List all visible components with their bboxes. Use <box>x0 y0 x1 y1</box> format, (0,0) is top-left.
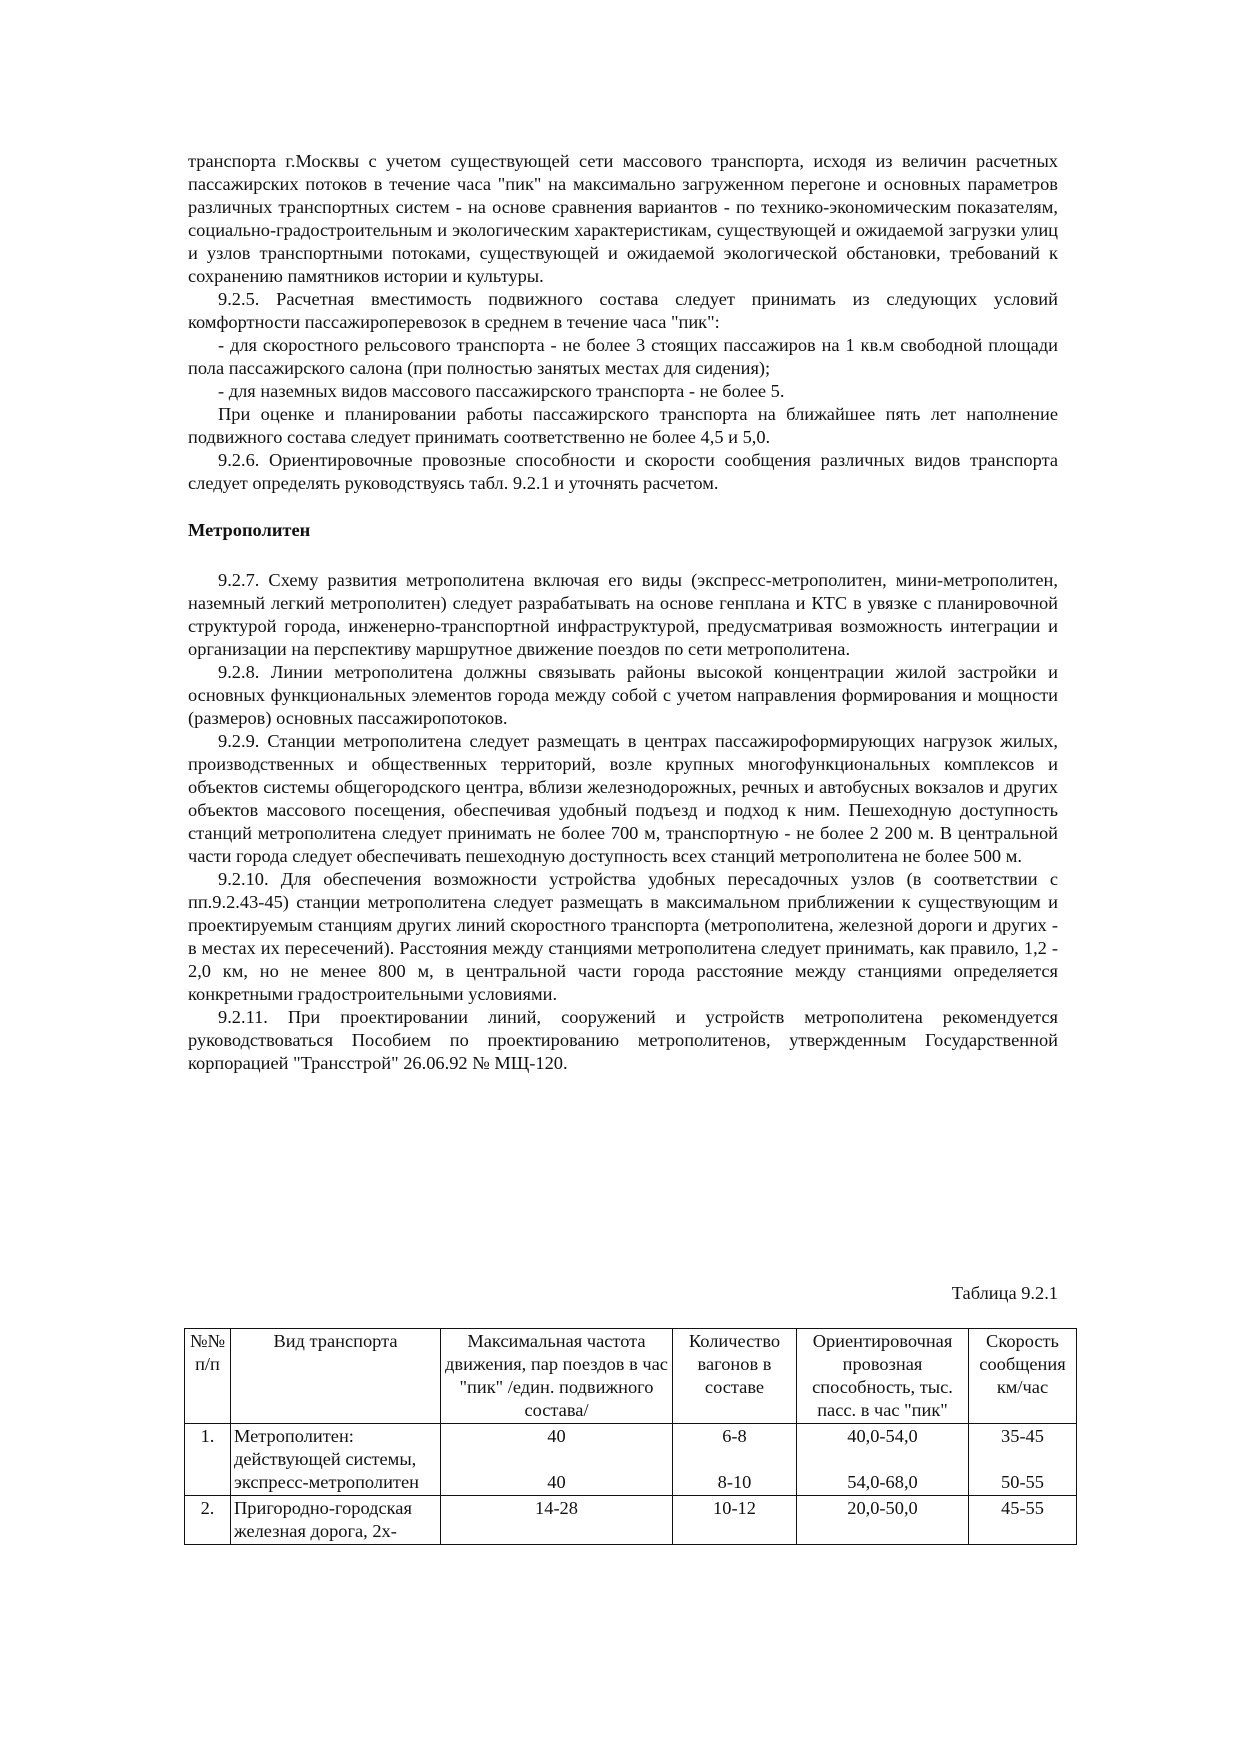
row-capacity <box>797 1424 969 1496</box>
row-frequency <box>441 1424 673 1496</box>
document-body <box>188 150 1058 1075</box>
paragraph-9-2-10: 9.2.10. Для обеспечения возможности устройства удобных пересадочных узлов (в соответствии с пп.9.2.43-45) станции метрополитена следует размещать в максимальном приближении к существующим и проектируемым станциям других линий скоростного транспорта (метрополитена, железной дороги и других - в местах их пересечений). Расстояния между станциями метрополитена следует принимать, как правило, 1,2 - 2,0 км, но не менее 800 м, в центральной части города расстояние между станциями определяется конкретными градостроительными условиями. <box>188 869 1058 1004</box>
capacity-b: 54,0-68,0 <box>847 1472 918 1492</box>
speed-b: 50-55 <box>1001 1472 1044 1492</box>
row-speed <box>969 1424 1077 1496</box>
paragraph-9-2-7: 9.2.7. Схему развития метрополитена включая его виды (экспресс-метрополитен, мини-метрополитен, наземный легкий метрополитен) следует разрабатывать на основе генплана и КТС в увязке с планировочной структурой города, инженерно-транспортной инфраструктурой, предусматривая возможность интеграции и организации на перспективу маршрутное движение поездов по сети метрополитена. <box>188 570 1058 659</box>
row-num: 1. <box>185 1424 231 1496</box>
header-speed: Скорость сообщения км/час <box>969 1329 1077 1424</box>
row-frequency: 14-28 <box>441 1496 673 1545</box>
row-cars: 10-12 <box>673 1496 797 1545</box>
freq-b: 40 <box>547 1472 566 1492</box>
table-header-row <box>185 1329 1077 1424</box>
table-row <box>185 1424 1077 1496</box>
header-capacity: Ориентировочная провозная способность, тыс. пасс. в час "пик" <box>797 1329 969 1424</box>
row-capacity: 20,0-50,0 <box>797 1496 969 1545</box>
paragraph-9-2-6: 9.2.6. Ориентировочные провозные способности и скорости сообщения различных видов транспорта следует определять руководствуясь табл. 9.2.1 и уточнять расчетом. <box>188 450 1058 493</box>
row-name-c: экспресс-метрополитен <box>234 1472 419 1492</box>
capacity-a: 40,0-54,0 <box>847 1426 918 1446</box>
cars-a: 6-8 <box>722 1426 747 1446</box>
table-caption: Таблица 9.2.1 <box>951 1283 1058 1303</box>
speed-a: 35-45 <box>1001 1426 1044 1446</box>
row-name-b: действующей системы, <box>234 1449 417 1469</box>
row-cars <box>673 1424 797 1496</box>
paragraph-9-2-9: 9.2.9. Станции метрополитена следует размещать в центрах пассажироформирующих нагрузок жилых, производственных и общественных территорий, возле крупных многофункциональных комплексов и объектов системы общегородского центра, вблизи железнодорожных, речных и автобусных вокзалов и других объектов массового посещения, обеспечивая удобный подъезд и подход к ним. Пешеходную доступность станций метрополитена следует принимать не более 700 м, транспортную - не более 2 200 м. В центральной части города следует обеспечивать пешеходную доступность всех станций метрополитена не более 500 м. <box>188 731 1058 866</box>
row-num: 2. <box>185 1496 231 1545</box>
paragraph-intro: транспорта г.Москвы с учетом существующей сети массового транспорта, исходя из величин расчетных пассажирских потоков в течение часа "пик" на максимально загруженном перегоне и основных параметров различных транспортных систем - на основе сравнения вариантов - по технико-экономическим показателям, социально-градостроительным и экологическим характеристикам, существующей и ожидаемой загрузки улиц и узлов транспортными потоками, существующей и ожидаемой экологической обстановки, требований к сохранению памятников истории и культуры. <box>188 151 1058 286</box>
header-cars: Количество вагонов в составе <box>673 1329 797 1424</box>
header-type: Вид транспорта <box>231 1329 441 1424</box>
cars-b: 8-10 <box>717 1472 752 1492</box>
row-transport-type: Пригородно-городская железная дорога, 2х- <box>231 1496 441 1545</box>
row-speed: 45-55 <box>969 1496 1077 1545</box>
section-heading-metro: Метрополитен <box>188 520 311 540</box>
transport-table <box>184 1328 1077 1545</box>
row-name-a: Метрополитен: <box>234 1426 354 1446</box>
paragraph-9-2-8: 9.2.8. Линии метрополитена должны связывать районы высокой концентрации жилой застройки и основных функциональных элементов города между собой с учетом направления формирования и мощности (размеров) основных пассажиропотоков. <box>188 662 1058 728</box>
header-num: №№ п/п <box>185 1329 231 1424</box>
freq-a: 40 <box>547 1426 566 1446</box>
row-transport-type <box>231 1424 441 1496</box>
table-row <box>185 1496 1077 1545</box>
paragraph-9-2-11: 9.2.11. При проектировании линий, сооружений и устройств метрополитена рекомендуется руководствоваться Пособием по проектированию метрополитенов, утвержденным Государственной корпорацией "Трансстрой" 26.06.92 № МЩ-120. <box>188 1007 1058 1073</box>
paragraph-planning: При оценке и планировании работы пассажирского транспорта на ближайшее пять лет наполнение подвижного состава следует принимать соответственно не более 4,5 и 5,0. <box>188 404 1058 447</box>
paragraph-ground-capacity: - для наземных видов массового пассажирского транспорта - не более 5. <box>218 381 785 401</box>
header-frequency: Максимальная частота движения, пар поездов в час "пик" /един. подвижного состава/ <box>441 1329 673 1424</box>
paragraph-rail-capacity: - для скоростного рельсового транспорта - не более 3 стоящих пассажиров на 1 кв.м свободной площади пола пассажирского салона (при полностью занятых местах для сидения); <box>188 335 1058 378</box>
paragraph-9-2-5: 9.2.5. Расчетная вместимость подвижного состава следует принимать из следующих условий комфортности пассажироперевозок в среднем в течение часа "пик": <box>188 289 1058 332</box>
